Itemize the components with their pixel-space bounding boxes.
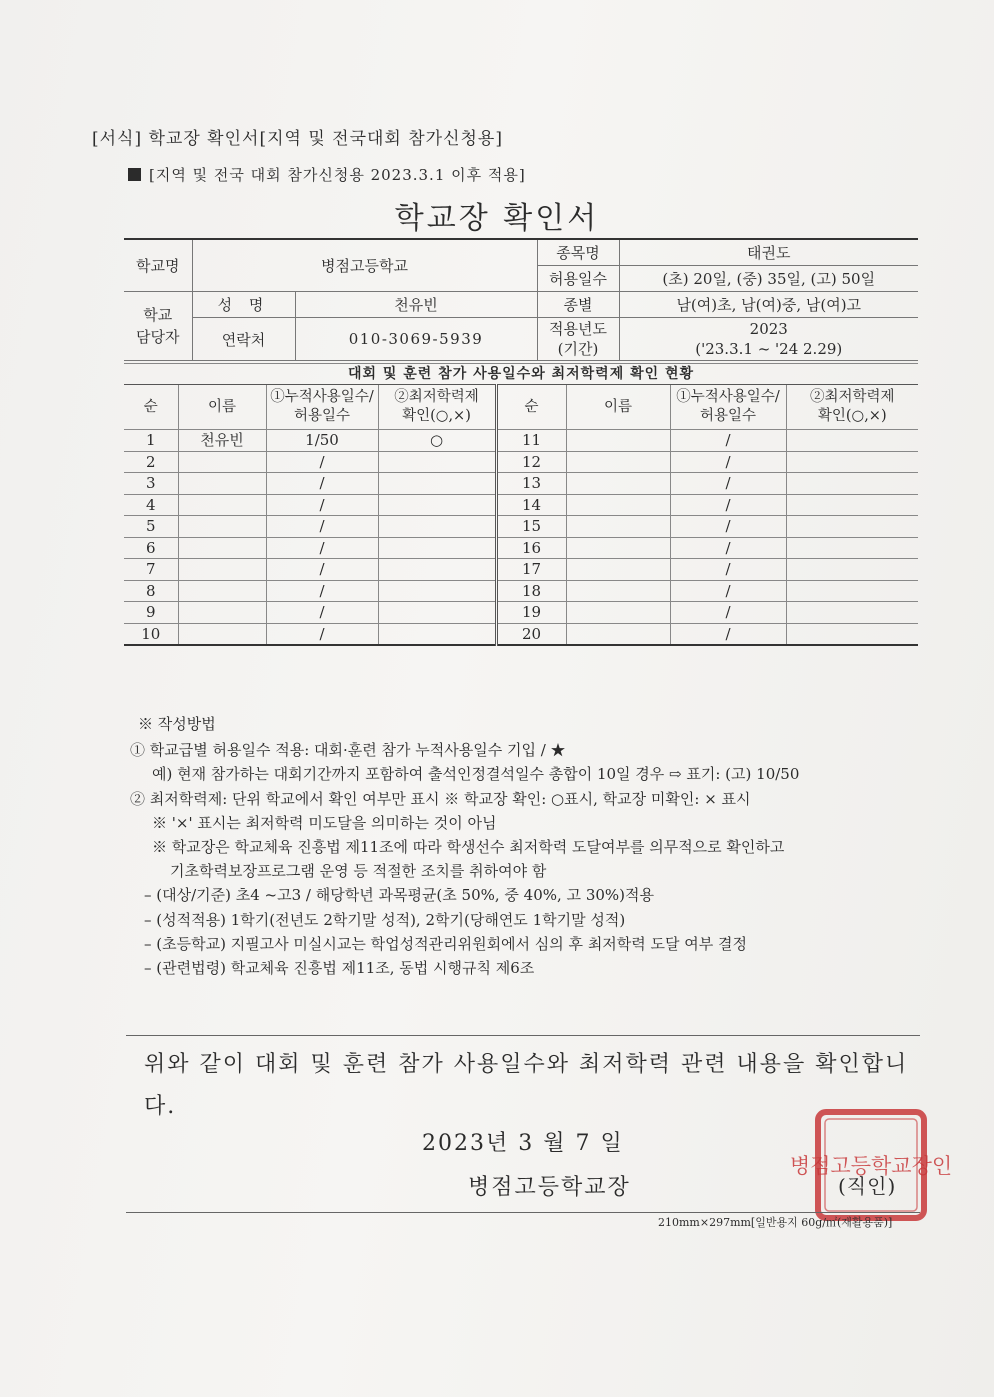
cell-check [786,430,918,452]
divider-bottom [126,1212,920,1213]
table-row [124,559,918,581]
seal-label: (직인) [838,1174,897,1198]
paper-spec: 210mm×297mm[일반용지 60g/㎡(재활용품)] [658,1216,893,1229]
header-name: 이름 [178,385,266,430]
header-days: ①누적사용일수/ 허용일수 [266,385,378,430]
note-line: ② 최저학력제: 단위 학교에서 확인 여부만 표시 ※ 학교장 확인: ○표시, 학교장 미확인: × 표시 [130,789,751,808]
school-value: 병점고등학교 [192,239,537,292]
cell-name [178,580,266,602]
cell-name [566,559,670,581]
seal-text: 병점고등학교장인 [789,1154,953,1178]
cell-check [378,473,496,495]
subtitle-text: [지역 및 전국 대회 참가신청용 2023.3.1 이후 적용] [149,166,526,184]
cell-check [378,537,496,559]
cell-days: / [670,494,786,516]
confirmation-text: 위와 같이 대회 및 훈련 참가 사용일수와 최저학력 관련 내용을 확인합니다. [144,1052,909,1119]
cell-name [566,430,670,452]
period-value: ('23.3.1 ~ '24 2.29) [695,340,843,358]
subtitle [128,164,526,185]
event-value: 태권도 [619,239,918,266]
table-row [124,602,918,624]
cell-check [786,494,918,516]
name-label: 성 명 [192,292,295,318]
cell-name [566,451,670,473]
year-label: 적용년도 (기간) [537,318,619,361]
header-no-right: 순 [496,385,566,430]
allowed-days-label: 허용일수 [537,266,619,292]
cell-check [786,473,918,495]
cell-no: 7 [124,559,178,581]
cell-days: / [266,516,378,538]
form-label: [서식] 학교장 확인서[지역 및 전국대회 참가신청용] [92,129,503,149]
cell-name [566,602,670,624]
date: 2023년 3 월 7 일 [422,1131,624,1156]
cell-name [178,451,266,473]
header-name-right: 이름 [566,385,670,430]
cell-days: / [670,537,786,559]
cell-name [566,494,670,516]
cell-no: 11 [496,430,566,452]
cell-check [786,623,918,645]
note-line: ※ 학교장은 학교체육 진흥법 제11조에 따라 학생선수 최저학력 도달여부를 의무적으로 확인하고 [152,838,785,857]
cell-no: 19 [496,602,566,624]
cell-days: / [266,623,378,645]
table-row [124,473,918,495]
cell-check [786,559,918,581]
note-line: 예) 현재 참가하는 대회기간까지 포함하여 출석인정결석일수 총합이 10일 경우 ⇨ 표기: (고) 10/50 [152,765,800,784]
cell-check [378,494,496,516]
cell-days: / [670,473,786,495]
contact-value: 010-3069-5939 [295,318,537,361]
cell-no: 20 [496,623,566,645]
cell-name [566,473,670,495]
cell-days: 1/50 [266,430,378,452]
cell-no: 4 [124,494,178,516]
note-line: ① 학교급별 허용일수 적용: 대회·훈련 참가 누적사용일수 기입 / ★ [130,741,566,760]
cell-name [178,494,266,516]
table-row [124,430,918,452]
cell-days: / [266,602,378,624]
cell-name: 천유빈 [178,430,266,452]
cell-no: 2 [124,451,178,473]
cell-name [178,623,266,645]
note-line: – (성적적용) 1학기(전년도 2학기말 성적), 2학기(당해연도 1학기말 성적) [144,910,626,929]
cell-name [178,559,266,581]
page-title: 학교장 확인서 [394,201,600,236]
cell-name [178,537,266,559]
cell-check [378,516,496,538]
cell-no: 14 [496,494,566,516]
cell-check [378,559,496,581]
table-row [124,494,918,516]
table-row [124,623,918,645]
school-label: 학교명 [124,239,192,292]
note-line: ※ '×' 표시는 최저학력 미도달을 의미하는 것이 아님 [152,813,497,832]
cell-no: 15 [496,516,566,538]
cell-days: / [266,473,378,495]
cell-days: / [670,451,786,473]
cell-no: 16 [496,537,566,559]
signer: 병점고등학교장 [468,1175,631,1200]
cell-check: ○ [378,430,496,452]
status-rows [124,430,918,646]
header-days-right: ①누적사용일수/ 허용일수 [670,385,786,430]
cell-no: 12 [496,451,566,473]
cell-check [786,451,918,473]
official-seal-icon [789,1106,953,1224]
note-line: – (관련법령) 학교체육 진흥법 제11조, 동법 시행규칙 제6조 [144,959,535,978]
allowed-days-value: (초) 20일, (중) 35일, (고) 50일 [619,266,918,292]
cell-days: / [670,580,786,602]
info-table [124,238,918,361]
cell-no: 8 [124,580,178,602]
table-row [124,451,918,473]
cell-check [786,580,918,602]
header-check: ②최저학력제 확인(○,×) [378,385,496,430]
cell-no: 13 [496,473,566,495]
cell-no: 18 [496,580,566,602]
cell-days: / [266,537,378,559]
category-value: 남(여)초, 남(여)중, 남(여)고 [619,292,918,318]
cell-days: / [670,430,786,452]
cell-check [786,602,918,624]
cell-no: 3 [124,473,178,495]
cell-name [566,580,670,602]
cell-no: 1 [124,430,178,452]
cell-days: / [266,494,378,516]
category-label: 종별 [537,292,619,318]
year-cell [619,318,918,361]
cell-days: / [266,451,378,473]
cell-no: 5 [124,516,178,538]
cell-name [178,516,266,538]
cell-check [378,623,496,645]
square-bullet-icon [128,168,141,181]
header-no: 순 [124,385,178,430]
cell-name [566,537,670,559]
cell-name [566,623,670,645]
cell-days: / [670,516,786,538]
event-label: 종목명 [537,239,619,266]
name-value: 천유빈 [295,292,537,318]
divider-top [126,1035,920,1036]
cell-check [378,451,496,473]
cell-days: / [670,559,786,581]
cell-name [178,473,266,495]
contact-label: 연락처 [192,318,295,361]
instructions [130,712,799,980]
note-line: – (대상/기준) 초4 ~고3 / 해당학년 과목평균(초 50%, 중 40%, 고 30%)적용 [144,886,654,905]
cell-days: / [266,580,378,602]
table-row [124,580,918,602]
note-line: – (초등학교) 지필고사 미실시교는 학업성적관리위원회에서 심의 후 최저학력 도달 여부 결정 [144,934,748,953]
cell-check [786,516,918,538]
manager-label: 학교 담당자 [124,292,192,361]
header-check-right: ②최저학력제 확인(○,×) [786,385,918,430]
cell-name [566,516,670,538]
cell-days: / [670,602,786,624]
table-row [124,537,918,559]
note-line: 기초학력보장프로그램 운영 등 적절한 조치를 취하여야 함 [170,862,547,881]
cell-check [786,537,918,559]
cell-no: 6 [124,537,178,559]
status-caption: 대회 및 훈련 참가 사용일수와 최저학력제 확인 현황 [124,364,918,385]
cell-check [378,580,496,602]
cell-days: / [670,623,786,645]
table-row [124,516,918,538]
cell-name [178,602,266,624]
cell-days: / [266,559,378,581]
year-value: 2023 [749,320,788,338]
cell-no: 10 [124,623,178,645]
cell-no: 17 [496,559,566,581]
cell-no: 9 [124,602,178,624]
cell-check [378,602,496,624]
status-table [124,363,918,646]
notes-heading: ※ 작성방법 [138,715,216,733]
